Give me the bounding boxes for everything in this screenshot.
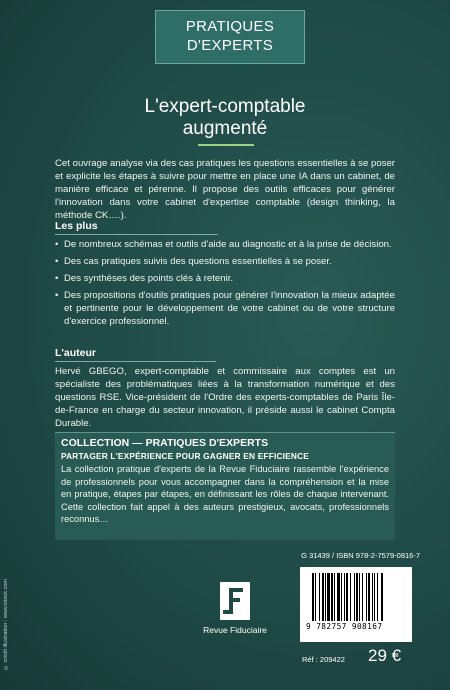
barcode-number: 9 782757 908167: [306, 622, 383, 631]
collection-title: COLLECTION — PRATIQUES D'EXPERTS: [61, 437, 269, 449]
isbn-text: G 31439 / ISBN 978-2-7579-0816-7: [301, 551, 420, 560]
plus-item: • Des cas pratiques suivis des questions essentielles à se poser.: [55, 255, 395, 268]
plus-item: • De nombreux schémas et outils d'aide au diagnostic et à la prise de décision.: [55, 238, 395, 251]
title-underline: [198, 144, 254, 146]
plus-item: • Des synthèses des points clés à retenir.: [55, 272, 395, 285]
author-heading-label: L'auteur: [55, 347, 97, 359]
series-line2: D'EXPERTS: [186, 37, 274, 54]
barcode: [300, 567, 412, 642]
barcode-bars: [312, 573, 406, 621]
illustration-credit: © crédit illustration : www.istock.com: [3, 579, 9, 670]
plus-heading-divider: [55, 234, 218, 235]
plus-heading-label: Les plus: [55, 220, 98, 232]
author-bio: Hervé GBEGO, expert-comptable et commissaire aux comptes est un spécialiste des problématiques liées à la transformation numérique et des questions RSE. Vice-président de l'Ordre des experts-comptables de Paris Île-de-France en charge du secteur innovation, il préside aussi le cabinet Compta Durable.: [55, 366, 395, 429]
price: 29 €: [368, 646, 402, 665]
publisher-block: [195, 582, 275, 652]
collection-text: La collection pratique d'experts de la Revue Fiduciaire rassemble l'expérience de professionnels pour vous accompagner dans la compréhension et la mise en pratique, étapes par étapes, en définissant les rôles de chaque intervenant. Cette collection fait appel à des auteurs prestigieux, avocats, professionnels reconnus…: [61, 464, 389, 525]
collection-box: [55, 432, 395, 540]
reference-number: Réf : 209422: [302, 655, 345, 664]
publisher-name: Revue Fiduciaire: [203, 625, 267, 635]
barcode-bar: [383, 573, 384, 621]
plus-item: • Des propositions d'outils pratiques pour générer l'innovation la mieux adaptée et pertinente pour le développement de votre cabinet ou de votre structure d'exercice professionnel.: [55, 289, 395, 328]
book-title-line2: augmenté: [182, 118, 268, 139]
collection-subtitle: PARTAGER L'EXPÉRIENCE POUR GAGNER EN EFFICIENCE: [61, 451, 310, 461]
author-heading-divider: [55, 361, 216, 362]
series-line1: PRATIQUES: [185, 18, 275, 35]
plus-heading: [55, 220, 98, 232]
intro-text: Cet ouvrage analyse via des cas pratiques les questions essentielles à se poser et explicite les étapes à suivre pour mettre en place une IA dans un cabinet, de manière efficace et pérenne. Il propose des outils efficaces pour générer l'innovation dans votre cabinet d'expertise comptable (design thinking, la méthode CK….).: [55, 158, 395, 221]
author-heading: [55, 347, 96, 359]
book-title-line1: L'expert-comptable: [144, 96, 306, 117]
series-badge: [155, 10, 305, 64]
revue-fiduciaire-logo-icon: [220, 582, 250, 620]
plus-list: [55, 238, 395, 332]
